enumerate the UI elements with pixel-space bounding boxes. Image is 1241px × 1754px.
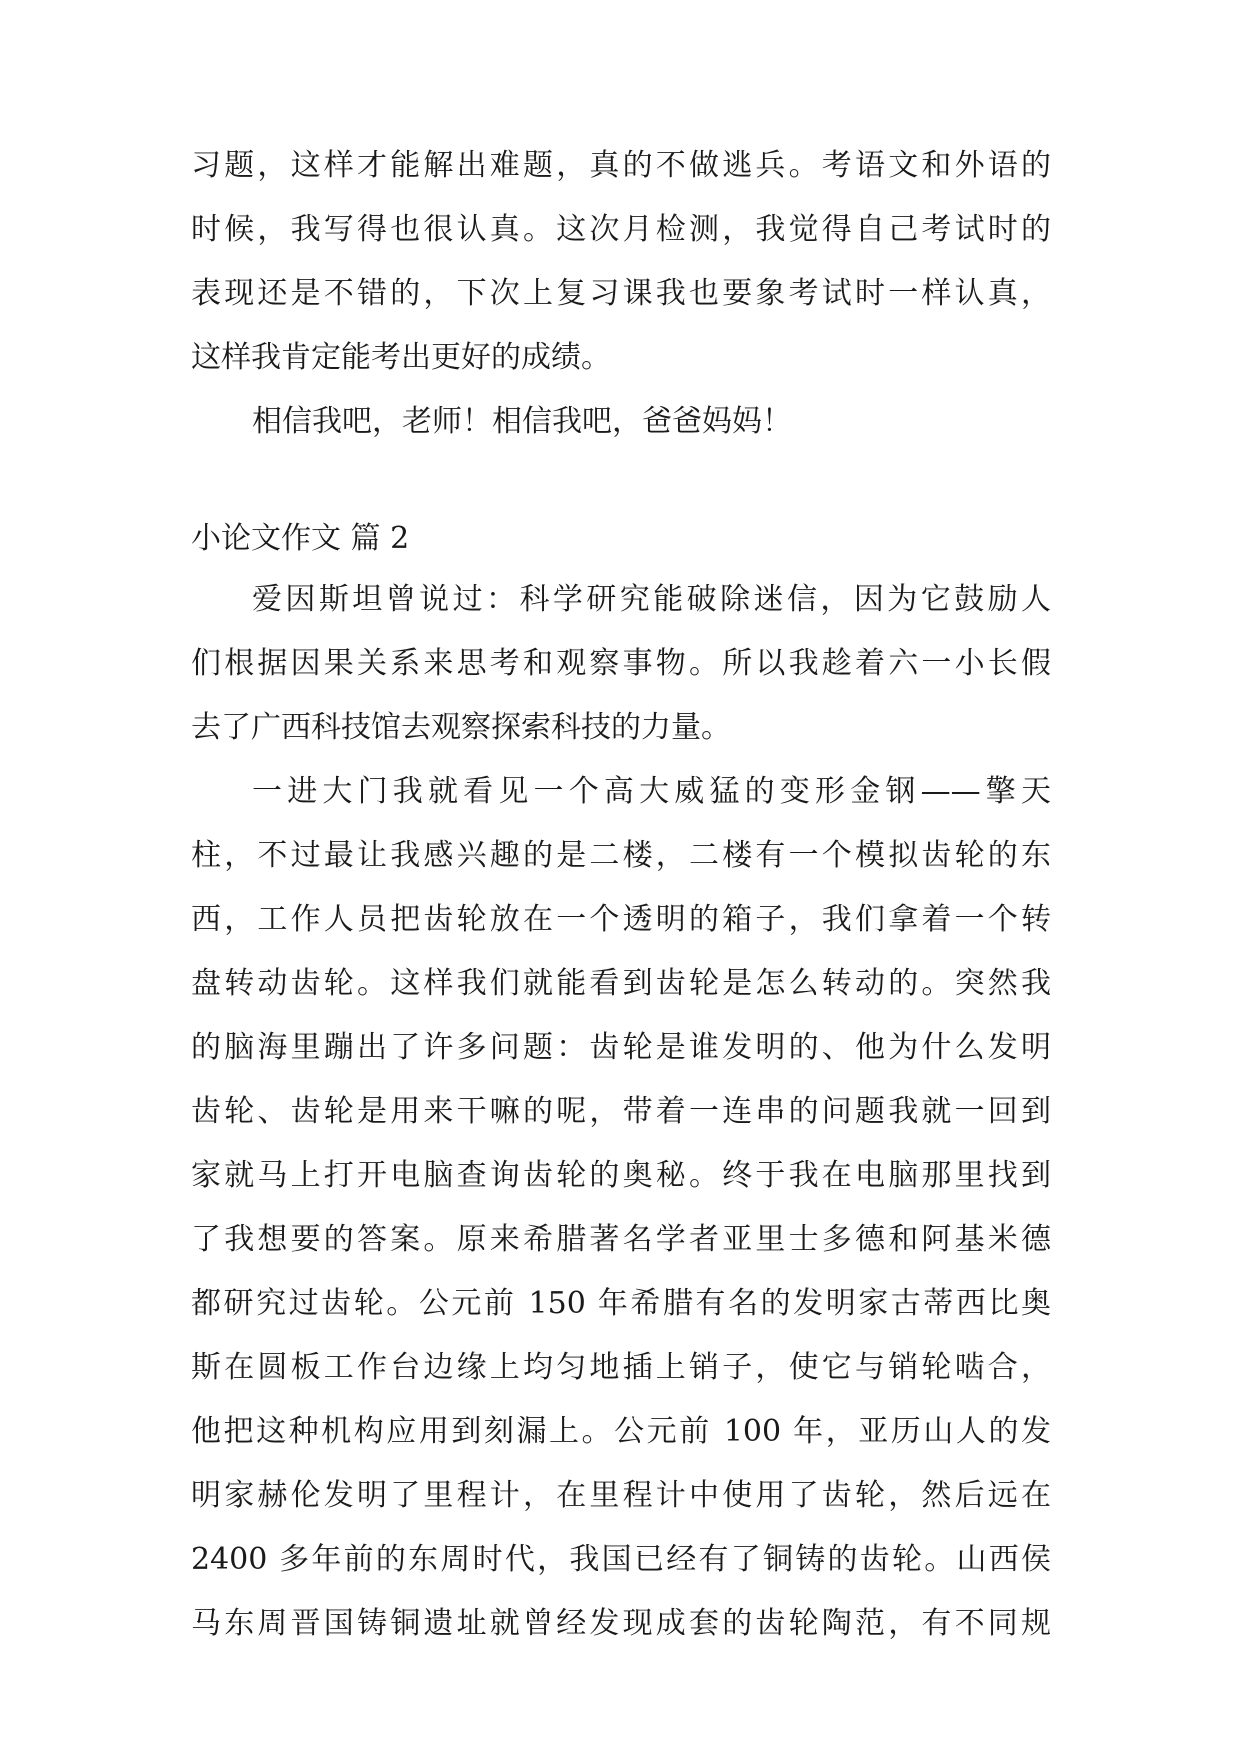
paragraph-line: 盘转动齿轮。这样我们就能看到齿轮是怎么转动的。突然我 xyxy=(191,966,1051,1001)
paragraph-line: 他把这种机构应用到刻漏上。公元前 100 年，亚历山人的发 xyxy=(191,1414,1051,1449)
paragraph-line: 去了广西科技馆去观察探索科技的力量。 xyxy=(191,710,731,745)
paragraph-line: 马东周晋国铸铜遗址就曾经发现成套的齿轮陶范，有不同规 xyxy=(191,1606,1051,1641)
paragraph-line: 斯在圆板工作台边缘上均匀地插上销子，使它与销轮啮合， xyxy=(191,1350,1051,1385)
paragraph-line: 2400 多年前的东周时代，我国已经有了铜铸的齿轮。山西侯 xyxy=(191,1542,1051,1577)
paragraph-line: 家就马上打开电脑查询齿轮的奥秘。终于我在电脑那里找到 xyxy=(191,1158,1051,1193)
paragraph-line: 了我想要的答案。原来希腊著名学者亚里士多德和阿基米德 xyxy=(191,1222,1051,1257)
paragraph-line: 一进大门我就看见一个高大威猛的变形金钢——擎天 xyxy=(252,774,1051,809)
paragraph-line: 柱，不过最让我感兴趣的是二楼，二楼有一个模拟齿轮的东 xyxy=(191,838,1051,873)
paragraph-line: 习题，这样才能解出难题，真的不做逃兵。考语文和外语的 xyxy=(191,148,1051,183)
paragraph-line: 的脑海里蹦出了许多问题：齿轮是谁发明的、他为什么发明 xyxy=(191,1030,1051,1065)
paragraph-line: 都研究过齿轮。公元前 150 年希腊有名的发明家古蒂西比奥 xyxy=(191,1286,1051,1321)
paragraph-line: 表现还是不错的，下次上复习课我也要象考试时一样认真， xyxy=(191,276,1051,311)
closing-line: 相信我吧，老师！相信我吧，爸爸妈妈！ xyxy=(252,404,792,439)
paragraph-line: 明家赫伦发明了里程计，在里程计中使用了齿轮，然后远在 xyxy=(191,1478,1051,1513)
paragraph-line: 们根据因果关系来思考和观察事物。所以我趁着六一小长假 xyxy=(191,646,1051,681)
section-heading: 小论文作文 篇 2 xyxy=(191,521,410,556)
paragraph-line: 时候，我写得也很认真。这次月检测，我觉得自己考试时的 xyxy=(191,212,1051,247)
paragraph-line: 西，工作人员把齿轮放在一个透明的箱子，我们拿着一个转 xyxy=(191,902,1051,937)
paragraph-line: 爱因斯坦曾说过：科学研究能破除迷信，因为它鼓励人 xyxy=(252,582,1051,617)
paragraph-line: 这样我肯定能考出更好的成绩。 xyxy=(191,340,611,375)
paragraph-line: 齿轮、齿轮是用来干嘛的呢，带着一连串的问题我就一回到 xyxy=(191,1094,1051,1129)
